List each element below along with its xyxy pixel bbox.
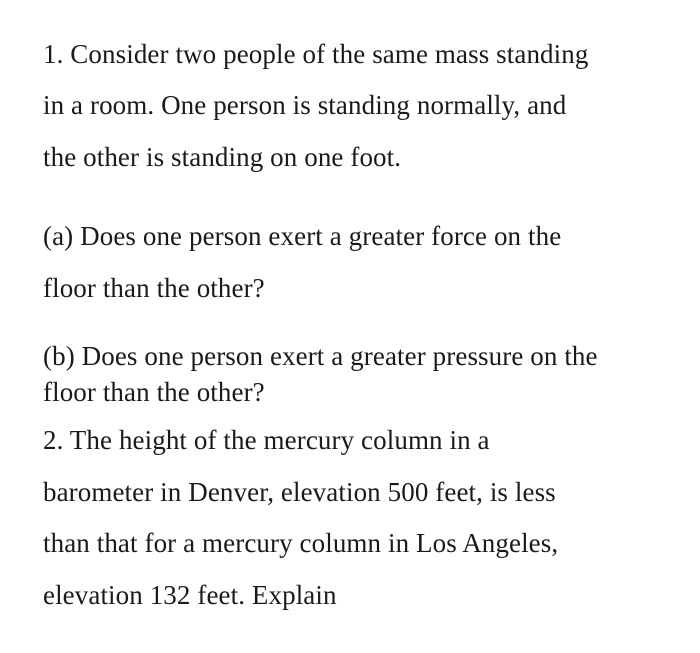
part-b-line-1: (b) Does one person exert a greater pressure on the (43, 341, 598, 371)
part-a-line-1: (a) Does one person exert a greater force on the (43, 221, 562, 251)
part-a-line-2: floor than the other? (43, 273, 265, 303)
question-2-line-1: 2. The height of the mercury column in a (43, 425, 490, 455)
question-1-line-1: 1. Consider two people of the same mass standing (43, 39, 589, 69)
question-2-line-3: than that for a mercury column in Los Angeles, (43, 528, 559, 558)
question-2-line-4: elevation 132 feet. Explain (43, 580, 337, 610)
question-2-line-2: barometer in Denver, elevation 500 feet, is less (43, 477, 556, 507)
question-1-line-2: in a room. One person is standing normally, and (43, 90, 567, 120)
part-b-line-2: floor than the other? (43, 377, 265, 407)
question-1-line-3: the other is standing on one foot. (43, 142, 402, 172)
